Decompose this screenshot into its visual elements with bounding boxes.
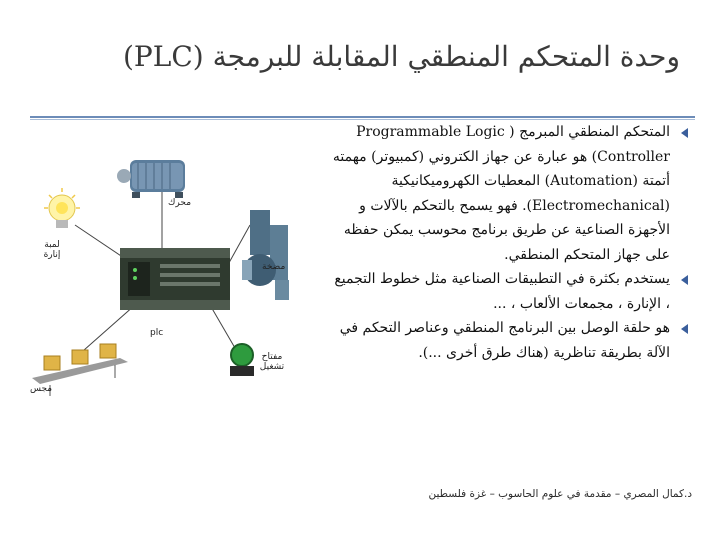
slide-footer: د.كمال المصري – مقدمة في علوم الحاسوب – غزة فلسطين bbox=[428, 488, 692, 500]
lamp-icon bbox=[44, 188, 80, 228]
switch-icon bbox=[230, 344, 254, 376]
bullet-list bbox=[328, 120, 688, 365]
title-underline bbox=[30, 116, 695, 118]
plc-label: plc bbox=[150, 328, 164, 338]
bullet-text: هو حلقة الوصل بين البرنامج المنطقي وعناصر التحكم في الآلة بطريقة تناظرية (هناك طرق أخرى ...). bbox=[339, 320, 670, 361]
sensor-label: مجس bbox=[30, 384, 53, 394]
bullet-text: المتحكم المنطقي المبرمج ( Programmable Logic Controller) هو عبارة عن جهاز الكتروني (كمبيوتر) مهمته أتمتة (Automation) المعطيات الكهروميكانيكية (Electromechanical). فهو يسمح بالتحكم بالآلات و الأجهزة الصناعية عن طريق برنامج محوسب يمكن حفظه على جهاز المتحكم المنطقي. bbox=[332, 124, 670, 263]
plc-illustration bbox=[20, 130, 310, 410]
bullet-arrow-icon bbox=[681, 128, 688, 138]
slide-title: وحدة المتحكم المنطقي المقابلة للبرمجة (PLC) bbox=[122, 40, 680, 73]
bullet-arrow-icon bbox=[681, 275, 688, 285]
motor-label: محرك bbox=[168, 198, 192, 208]
motor-icon bbox=[117, 160, 185, 198]
lamp-label: لمبة إنارة bbox=[43, 240, 61, 260]
bullet-item bbox=[328, 267, 688, 316]
bullet-item bbox=[328, 120, 688, 267]
pump-icon bbox=[242, 210, 289, 300]
bullet-item bbox=[328, 316, 688, 365]
bullet-text: يستخدم بكثرة في التطبيقات الصناعية مثل خطوط التجميع ، الإنارة ، مجمعات الألعاب ، ... bbox=[334, 271, 670, 312]
bullet-arrow-icon bbox=[681, 324, 688, 334]
switch-label: مفتاح تشغيل bbox=[259, 352, 285, 372]
plc-device-icon bbox=[120, 248, 230, 310]
pump-label: مضخة bbox=[262, 262, 286, 272]
